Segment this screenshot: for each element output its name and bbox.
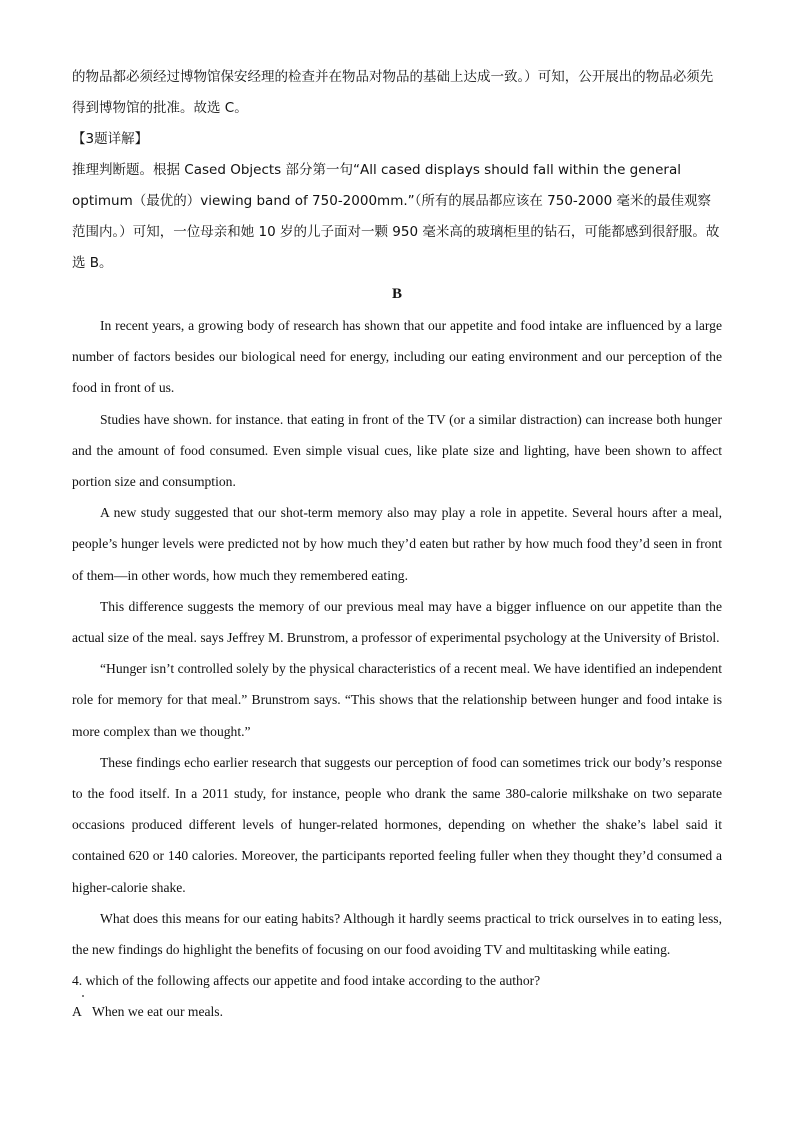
- stray-mark: [82, 995, 84, 997]
- passage-paragraph-1: In recent years, a growing body of research has shown that our appetite and food intake are influenced by a large number of factors besides our biological need for energy, including our eating environment and our perception of the food in front of us.: [72, 318, 722, 396]
- passage-paragraph-3: A new study suggested that our shot-term memory also may play a role in appetite. Several hours after a meal, people’s hunger levels were predicted not by how much they’d eaten but rather by how much food they’d seen in front of them—in other words, how much they remembered eating.: [72, 505, 722, 583]
- passage-paragraph-2: Studies have shown. for instance. that eating in front of the TV (or a similar distraction) can increase both hunger and the amount of food consumed. Even simple visual cues, like plate size and lighting, have been shown to affect portion size and consumption.: [72, 411, 722, 490]
- passage-paragraph-7: What does this means for our eating habits? Although it hardly seems practical to trick ourselves in to eating less, the new findings do highlight the benefits of focusing on our food avoiding TV and multitasking while eating.: [72, 910, 722, 958]
- option-letter: A: [72, 1004, 82, 1020]
- passage-paragraph-4: This difference suggests the memory of our previous meal may have a bigger influence on our appetite than the actual size of the meal. says Jeffrey M. Brunstrom, a professor of experimental psychology at the University of Bristol.: [72, 598, 722, 646]
- passage-paragraph-5: “Hunger isn’t controlled solely by the physical characteristics of a recent meal. We have identified an independent role for memory for that meal.” Brunstrom says. “This shows that the relationship between hunger and food intake is more complex than we thought.”: [72, 661, 722, 739]
- passage-paragraph-6: These findings echo earlier research that suggests our perception of food can sometimes trick our body’s response to the food itself. In a 2011 study, for instance, people who drank the same 380-calorie milkshake on two separate occasions produced different levels of hunger-related hormones, depending on whether the shake’s label said it contained 620 or 140 calories. Moreover, the participants reported feeling fuller when they thought they’d consumed a higher-calorie shake.: [72, 754, 722, 895]
- document-page: [72, 62, 722, 1028]
- option-text: When we eat our meals.: [92, 1004, 223, 1020]
- detail-heading: 【3题详解】: [72, 131, 149, 147]
- section-label: B: [391, 286, 402, 302]
- question-4-option-a: [72, 996, 722, 1027]
- question-4: 4. which of the following affects our appetite and food intake according to the author?: [72, 973, 541, 989]
- intro-continuation: 的物品都必须经过博物馆保安经理的检查并在物品对物品的基础上达成一致。）可知，公开展出的物品必须先得到博物馆的批准。故选 C。: [72, 69, 714, 116]
- detail-explanation: 推理判断题。根据 Cased Objects 部分第一句“All cased displays should fall within the general optimum（最优的）viewing band of 750-2000mm.”（所有的展品都应该在 750-2000 毫米的最佳观察范围内。）可知，一位母亲和她 10 岁的儿子面对一颗 950 毫米高的玻璃柜里的钻石，可能都感到很舒服。故选 B。: [72, 162, 720, 271]
